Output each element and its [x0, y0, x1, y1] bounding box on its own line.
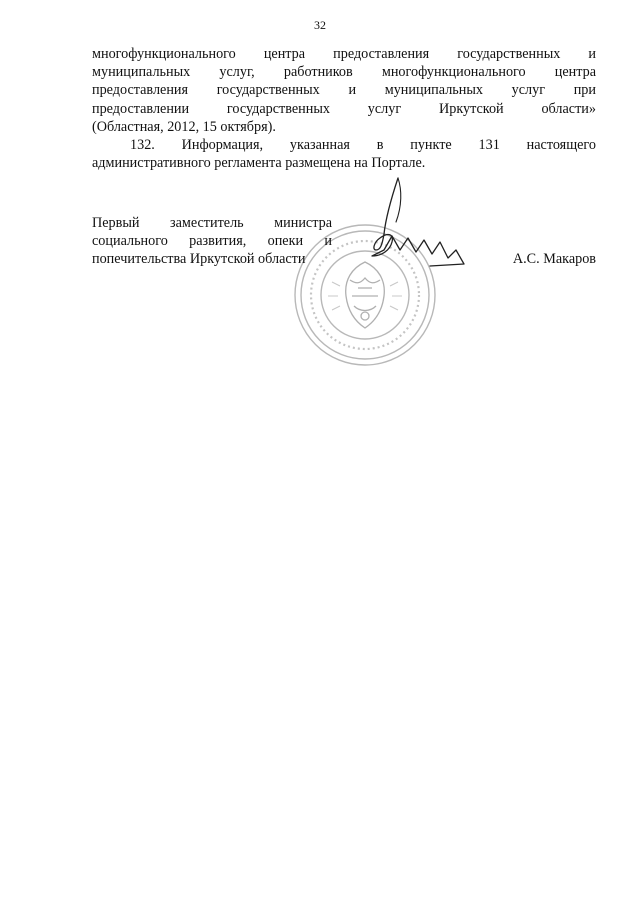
text-line: многофункционального центра предоставления государственных и [92, 46, 596, 62]
page-number: 32 [314, 18, 326, 32]
position-line: попечительства Иркутской области [92, 251, 306, 268]
text-line: предоставления государственных и муниципальных услуг при [92, 82, 596, 99]
signatory-name: А.С. Макаров [512, 251, 596, 268]
document-body [92, 45, 596, 172]
text-line: предоставлении государственных услуг Иркутской области» [92, 100, 596, 117]
signatory-position [92, 214, 332, 269]
text-line: (Областная, 2012, 15 октября). [92, 118, 276, 135]
text-line: административного регламента размещена на Портале. [92, 155, 426, 172]
position-line: Первый заместитель министра [92, 215, 332, 231]
paragraph-continuation [92, 45, 596, 136]
text-line: 132. Информация, указанная в пункте 131 настоящего [130, 137, 596, 154]
signature-block [92, 214, 596, 269]
paragraph-132 [92, 136, 596, 172]
text-line: муниципальных услуг, работников многофункционального центра [92, 64, 596, 81]
position-line: социального развития, опеки и [92, 233, 332, 250]
